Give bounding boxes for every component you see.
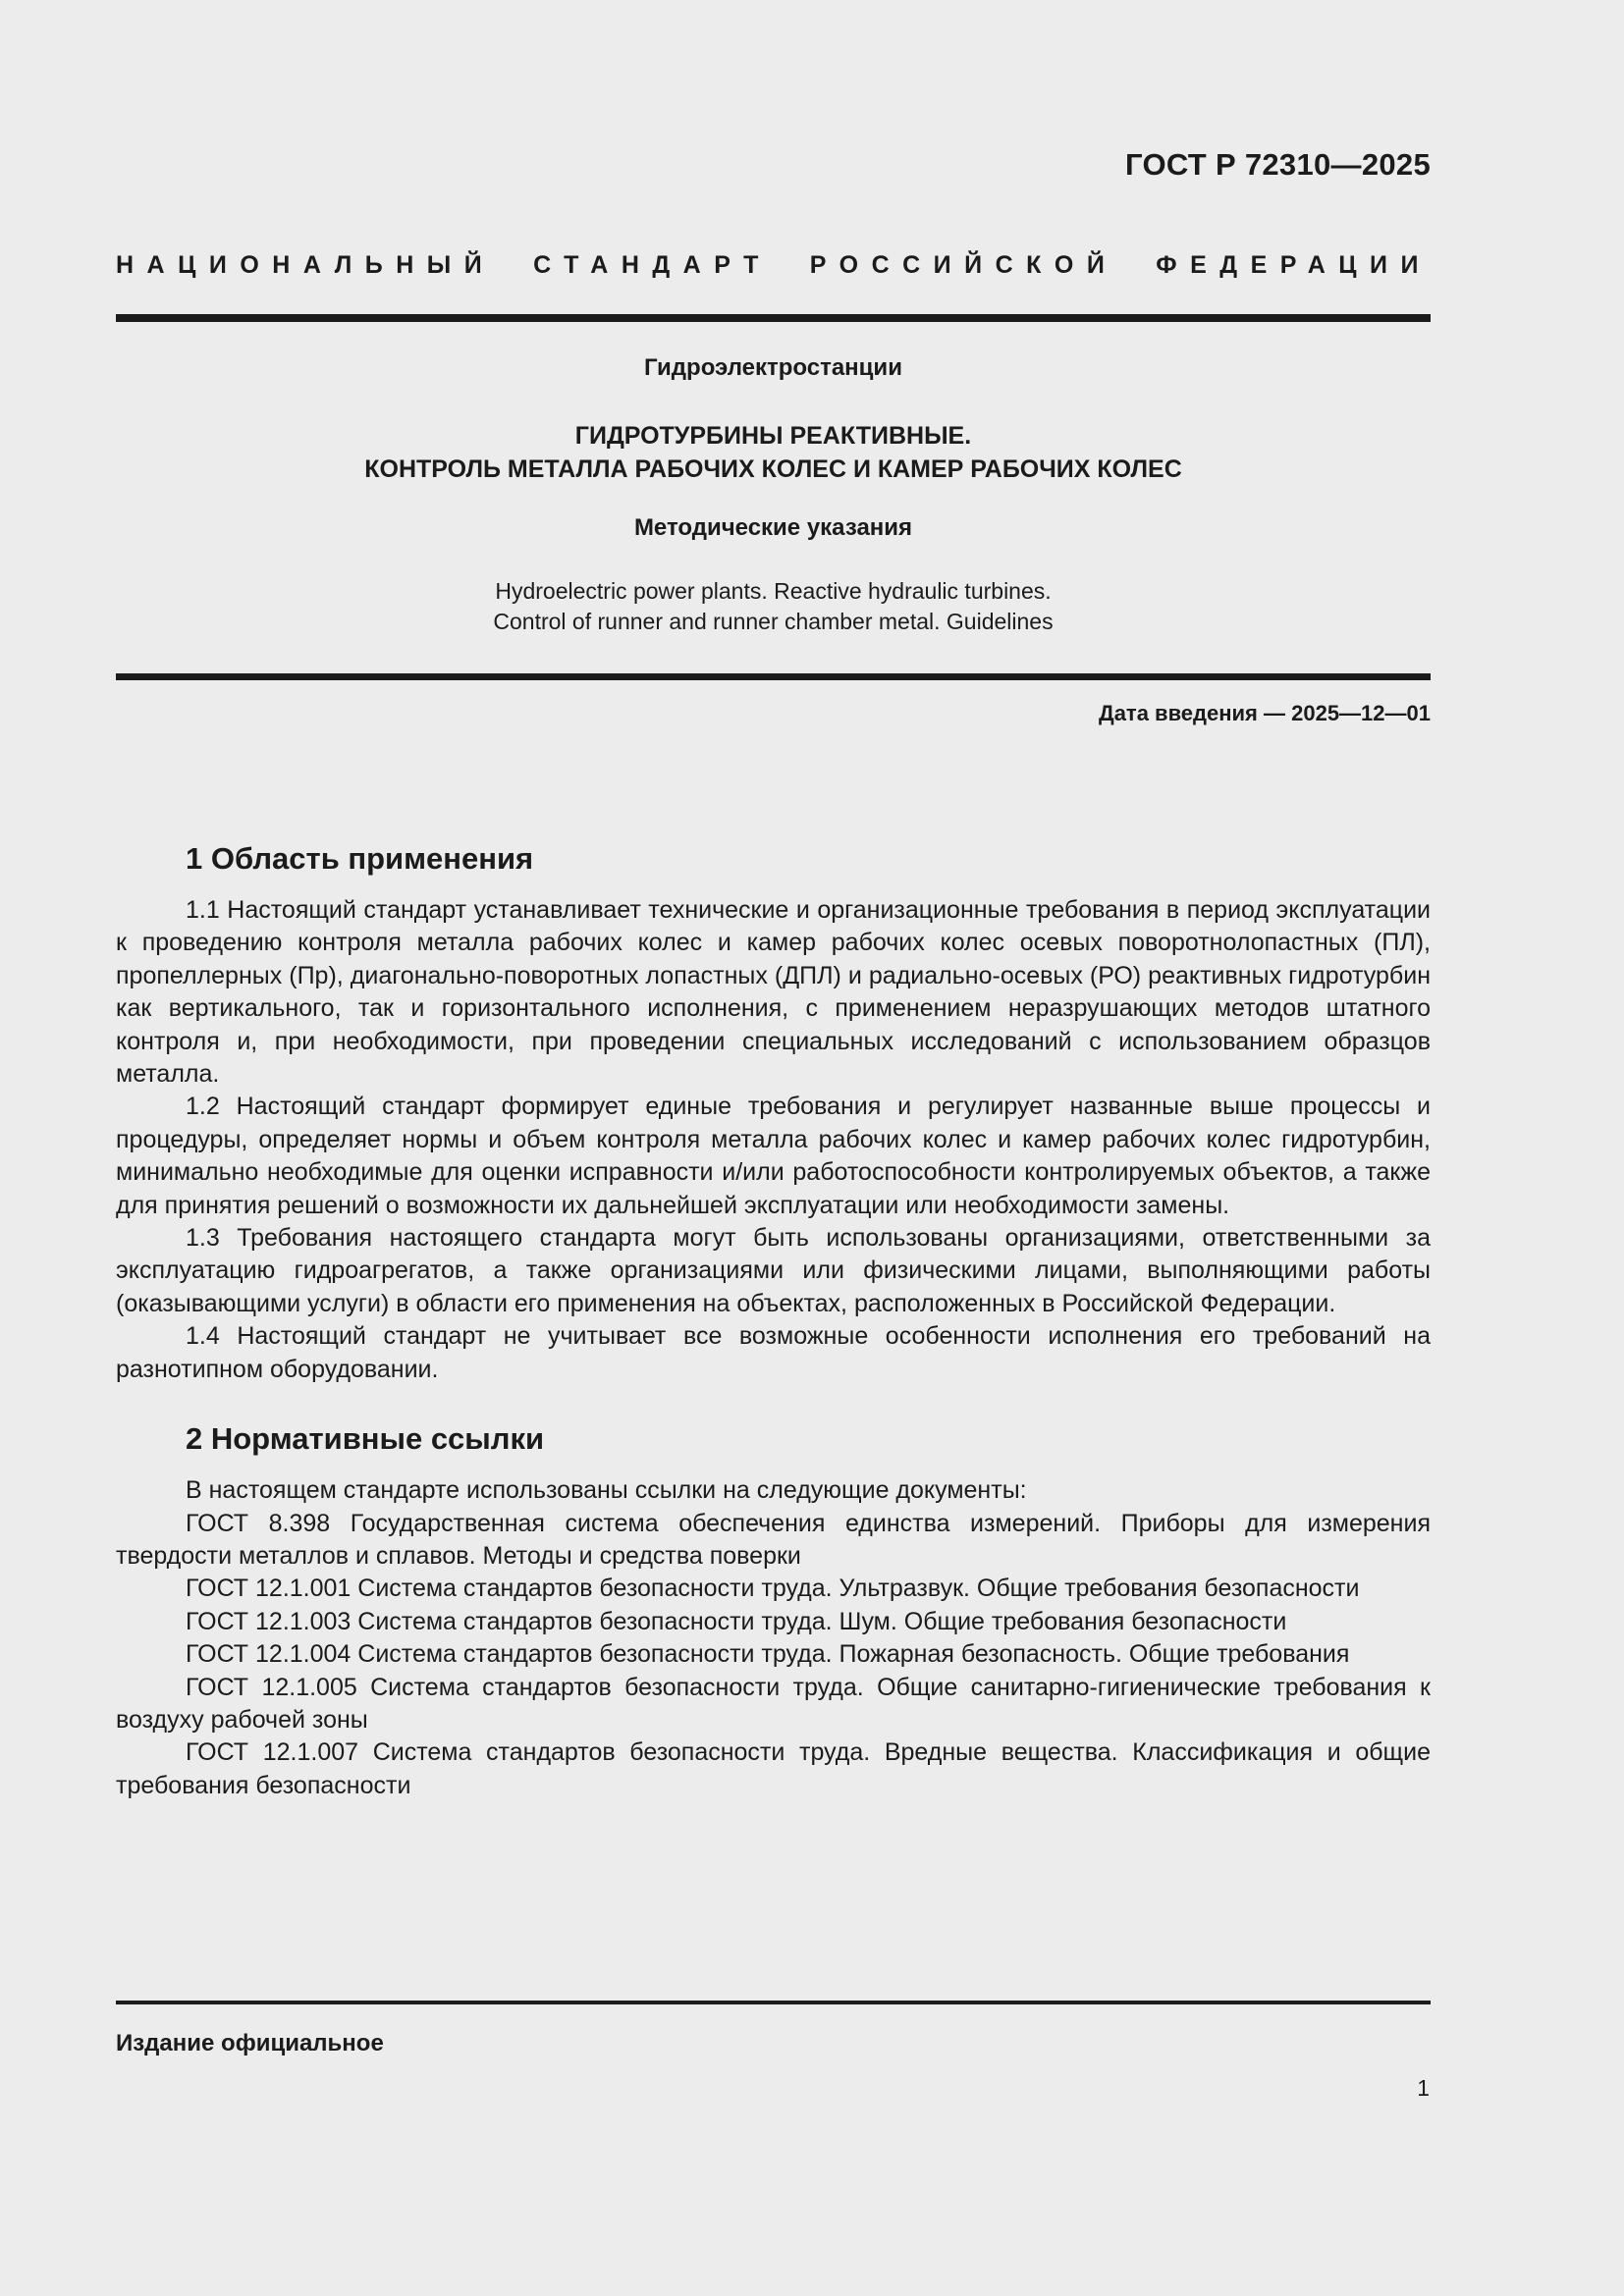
introduction-date: Дата введения — 2025—12—01: [1099, 701, 1431, 725]
reference-item: ГОСТ 12.1.005 Система стандартов безопасности труда. Общие санитарно-гигиенические требования к воздуху рабочей зоны: [116, 1673, 1431, 1734]
paragraph: 1.1 Настоящий стандарт устанавливает технические и организационные требования в период эксплуатации к проведению контроля металла рабочих колес и камер рабочих колес осевых поворотнолопастных (ПЛ), пропеллерных (Пр), диагонально-поворотных лопастных (ДПЛ) и радиально-осевых (РО) реактивных гидротурбин как вертикального, так и горизонтального исполнения, с применением неразрушающих методов штатного контроля и, при необходимости, при проведении специальных исследований с использованием образцов металла.: [116, 896, 1431, 1089]
paragraph: 1.2 Настоящий стандарт формирует единые требования и регулирует названные выше процессы и процедуры, определяет нормы и объем контроля металла рабочих колес и камер рабочих колес гидротурбин, минимально необходимые для оценки исправности и/или работоспособности контролируемых объектов, а также для принятия решений о возможности их дальнейшей эксплуатации или необходимости замены.: [116, 1093, 1431, 1219]
document-body: [116, 839, 1431, 1802]
english-title-line-1: Hydroelectric power plants. Reactive hydraulic turbines.: [495, 578, 1052, 604]
official-edition-label: Издание официальное: [116, 2030, 384, 2056]
national-standard-banner: НАЦИОНАЛЬНЫЙ СТАНДАРТ РОССИЙСКОЙ ФЕДЕРАЦИИ: [116, 251, 1432, 279]
standard-title-line-2: КОНТРОЛЬ МЕТАЛЛА РАБОЧИХ КОЛЕС И КАМЕР РАБОЧИХ КОЛЕС: [364, 455, 1182, 483]
english-title: [116, 576, 1431, 637]
paragraph: В настоящем стандарте использованы ссылки на следующие документы:: [186, 1476, 1027, 1505]
top-divider: [116, 314, 1431, 322]
english-title-line-2: Control of runner and runner chamber metal. Guidelines: [493, 609, 1054, 634]
title-divider: [116, 673, 1431, 680]
standard-title-line-1: ГИДРОТУРБИНЫ РЕАКТИВНЫЕ.: [574, 422, 972, 450]
standard-subtitle: Методические указания: [633, 514, 913, 541]
gost-number: ГОСТ Р 72310—2025: [1125, 147, 1431, 182]
reference-item: ГОСТ 12.1.007 Система стандартов безопасности труда. Вредные вещества. Классификация и общие требования безопасности: [116, 1738, 1431, 1799]
paragraph: 1.3 Требования настоящего стандарта могут быть использованы организациями, ответственными за эксплуатацию гидроагрегатов, а также организациями или физическими лицами, выполняющими работы (оказывающими услуги) в области его применения на объектах, расположенных в Российской Федерации.: [116, 1224, 1431, 1317]
paragraph: 1.4 Настоящий стандарт не учитывает все возможные особенности исполнения его требований на разнотипном оборудовании.: [116, 1322, 1431, 1383]
section-heading-references: 2 Нормативные ссылки: [186, 1421, 545, 1457]
standard-title: [116, 419, 1431, 486]
reference-item: ГОСТ 12.1.004 Система стандартов безопасности труда. Пожарная безопасность. Общие требования: [186, 1640, 1350, 1669]
section-heading-scope: 1 Область применения: [186, 841, 534, 876]
footer-divider: [116, 2001, 1431, 2004]
page-number: 1: [1417, 2075, 1430, 2101]
reference-item: ГОСТ 8.398 Государственная система обеспечения единства измерений. Приборы для измерения твердости металлов и сплавов. Методы и средства поверки: [116, 1509, 1431, 1570]
reference-item: ГОСТ 12.1.001 Система стандартов безопасности труда. Ультразвук. Общие требования безопасности: [186, 1575, 1360, 1603]
reference-item: ГОСТ 12.1.003 Система стандартов безопасности труда. Шум. Общие требования безопасности: [186, 1607, 1287, 1635]
standard-category: Гидроэлектростанции: [644, 354, 902, 381]
